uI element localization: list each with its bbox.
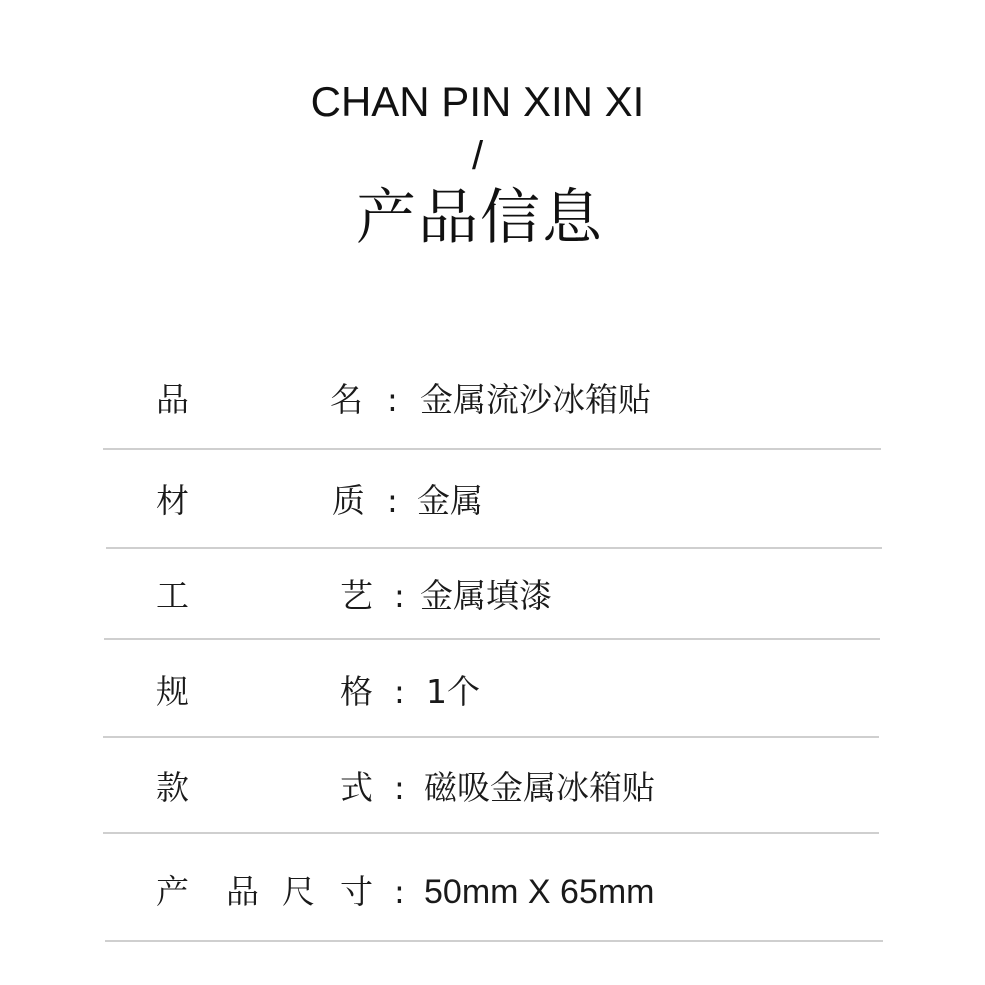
row-divider [103,736,879,738]
row-value: 金属 [417,481,483,520]
page-title: 产品信息 [356,183,604,253]
row-colon: : [394,873,405,911]
row-label [156,566,406,626]
row-divider [106,547,882,549]
label-char: 材 [156,481,189,520]
label-char: 品 [156,380,189,419]
row-divider [103,448,881,450]
row-label [156,758,406,818]
label-char: 品 [226,872,259,911]
row-value: 金属填漆 [420,576,552,615]
pinyin-subtitle: CHAN PIN XIN XI [310,78,645,125]
row-label [156,370,406,430]
label-char: 艺 [340,576,373,615]
row-divider [104,638,880,640]
row-colon: : [394,673,405,711]
row-label [156,471,406,531]
row-colon: : [394,577,405,615]
label-char: 名 [330,380,363,419]
row-divider [105,940,883,942]
row-value: 1个 [426,672,480,711]
row-value: 50mm X 65mm [424,873,655,911]
label-char: 尺 [282,872,315,911]
info-row-style [104,758,880,818]
title-separator: / [471,134,484,178]
label-char: 规 [156,672,189,711]
label-char: 格 [340,672,373,711]
row-value: 磁吸金属冰箱贴 [424,768,655,807]
info-row-size [104,862,880,922]
row-colon: : [387,381,398,419]
row-value: 金属流沙冰箱贴 [420,380,651,419]
label-char: 款 [156,768,189,807]
row-label [156,862,406,922]
label-char: 工 [156,576,189,615]
row-divider [103,832,879,834]
info-row-craft [104,566,880,626]
label-char: 产 [156,872,189,911]
info-row-material [104,471,880,531]
row-label [156,662,406,722]
label-char: 式 [340,768,373,807]
info-row-spec [104,662,880,722]
label-char: 寸 [340,872,373,911]
label-char: 质 [332,481,365,520]
info-row-name [104,370,880,430]
row-colon: : [394,769,405,807]
row-colon: : [387,482,398,520]
